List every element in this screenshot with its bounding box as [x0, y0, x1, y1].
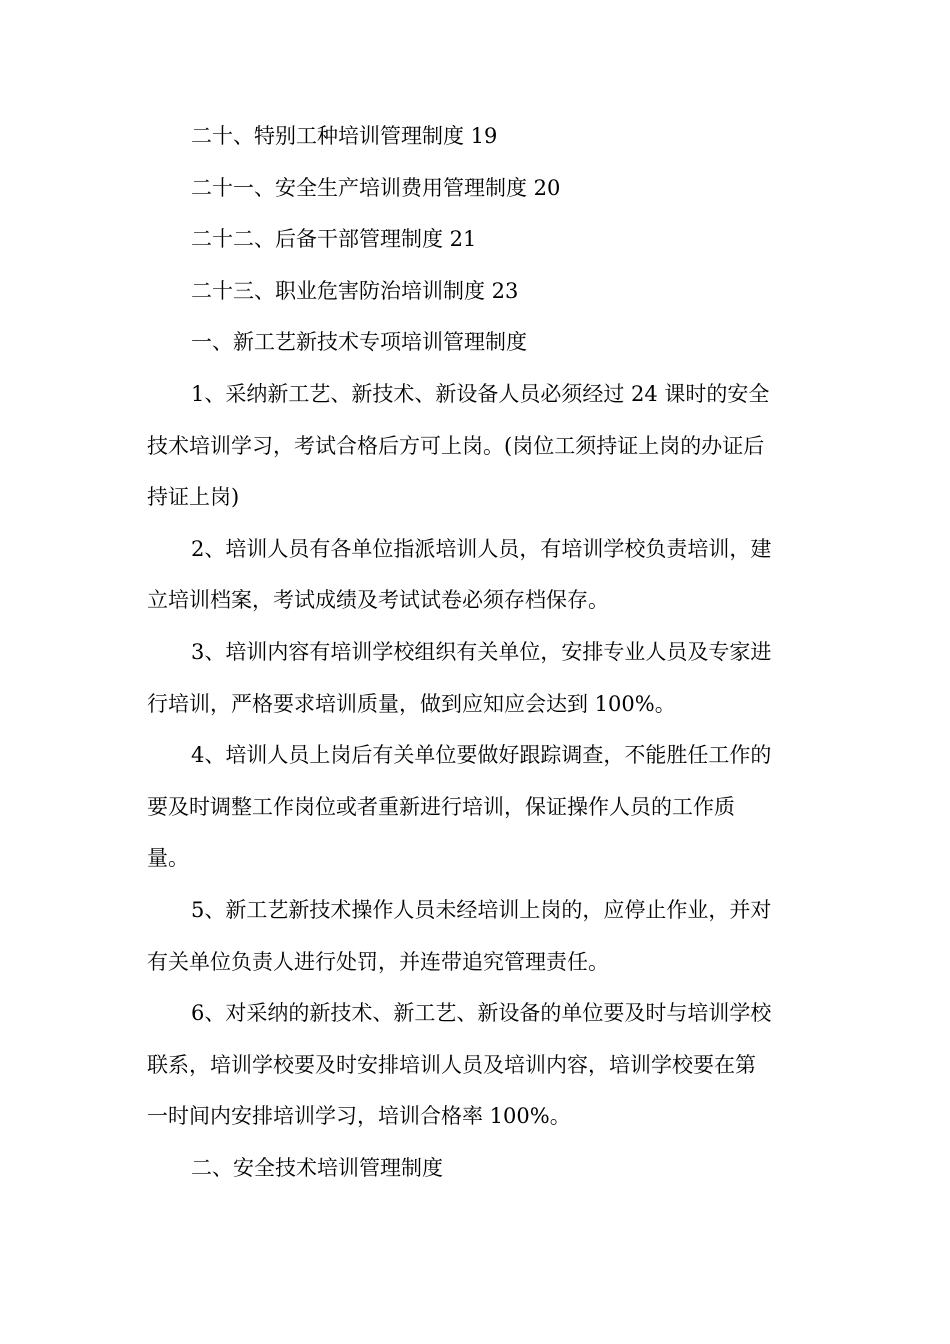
paragraph-line: 3、培训内容有培训学校组织有关单位，安排专业人员及专家进 — [191, 639, 772, 664]
paragraph-line: 一时间内安排培训学习，培训合格率 100%。 — [147, 1104, 571, 1129]
paragraph-line: 1、采纳新工艺、新技术、新设备人员必须经过 24 课时的安全 — [191, 381, 770, 406]
toc-entry-22: 二十二、后备干部管理制度 21 — [191, 227, 477, 252]
section-heading-2: 二、安全技术培训管理制度 — [191, 1155, 443, 1180]
toc-entry-20: 二十、特别工种培训管理制度 19 — [191, 124, 498, 148]
paragraph-line: 量。 — [147, 846, 189, 871]
toc-entry-21: 二十一、安全生产培训费用管理制度 20 — [191, 175, 561, 200]
document-body — [147, 111, 807, 1194]
paragraph-line: 6、对采纳的新技术、新工艺、新设备的单位要及时与培训学校 — [191, 1001, 772, 1026]
paragraph-line: 要及时调整工作岗位或者重新进行培训，保证操作人员的工作质 — [147, 794, 735, 819]
paragraph-line: 4、培训人员上岗后有关单位要做好跟踪调查，不能胜任工作的 — [191, 743, 772, 768]
section-heading-1: 一、新工艺新技术专项培训管理制度 — [191, 330, 527, 355]
paragraph-line: 联系，培训学校要及时安排培训人员及培训内容，培训学校要在第 — [147, 1052, 756, 1077]
toc-entry-23: 二十三、职业危害防治培训制度 23 — [191, 278, 519, 303]
paragraph-line: 持证上岗) — [147, 485, 240, 510]
paragraph-line: 立培训档案，考试成绩及考试试卷必须存档保存。 — [147, 588, 609, 613]
paragraph-line: 5、新工艺新技术操作人员未经培训上岗的，应停止作业，并对 — [191, 897, 772, 922]
paragraph-line: 技术培训学习，考试合格后方可上岗。(岗位工须持证上岗的办证后 — [147, 433, 765, 458]
paragraph-line: 行培训，严格要求培训质量，做到应知应会达到 100%。 — [147, 691, 676, 716]
paragraph-line: 有关单位负责人进行处罚，并连带追究管理责任。 — [147, 949, 609, 974]
paragraph-line: 2、培训人员有各单位指派培训人员，有培训学校负责培训，建 — [191, 536, 772, 561]
